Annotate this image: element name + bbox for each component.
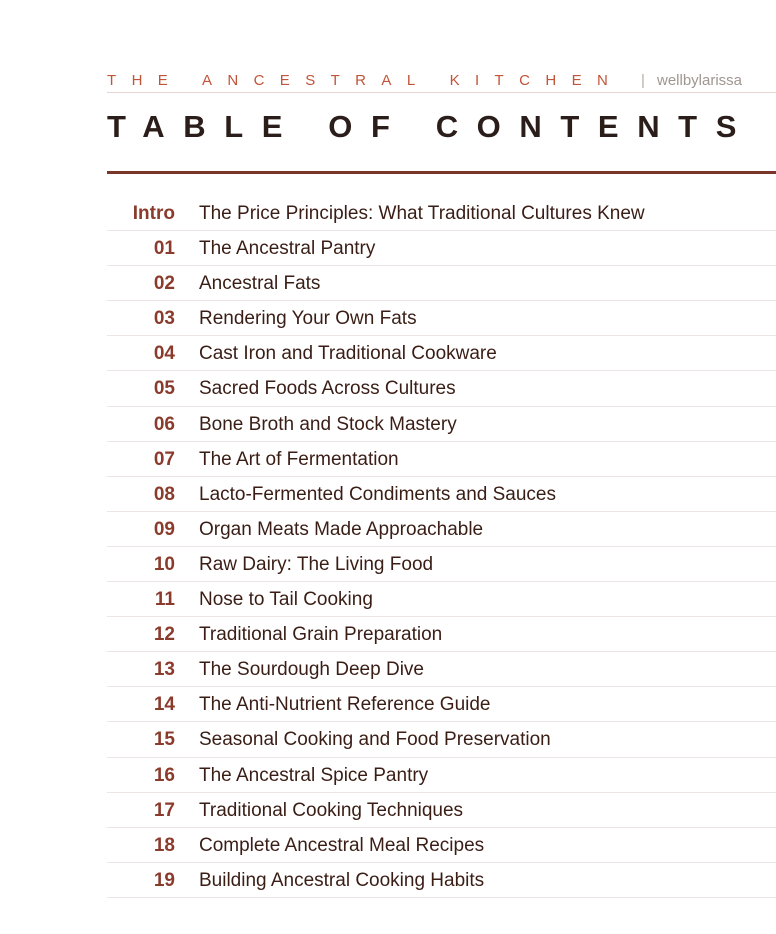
- chapter-number: 05: [153, 378, 175, 400]
- chapter-number: Intro: [132, 203, 175, 224]
- chapter-number: 18: [153, 834, 175, 856]
- chapter-title: The Ancestral Pantry: [199, 238, 376, 260]
- toc-entry[interactable]: [107, 863, 776, 898]
- toc-entry[interactable]: [107, 196, 776, 231]
- chapter-title: The Price Principles: What Traditional Cultures Knew: [199, 203, 645, 224]
- chapter-title: The Ancestral Spice Pantry: [199, 764, 429, 786]
- chapter-number: 11: [154, 589, 175, 611]
- chapter-title: Bone Broth and Stock Mastery: [199, 413, 457, 435]
- chapter-title: Seasonal Cooking and Food Preservation: [199, 729, 551, 751]
- chapter-title: The Anti-Nutrient Reference Guide: [199, 694, 491, 716]
- chapter-title: Raw Dairy: The Living Food: [199, 553, 434, 575]
- chapter-number: 16: [153, 764, 175, 786]
- page-title: TABLE OF CONTENTS: [107, 109, 755, 144]
- toc-entry[interactable]: [107, 477, 776, 512]
- chapter-number: 14: [153, 694, 175, 716]
- toc-entry[interactable]: [107, 547, 776, 582]
- chapter-title: Traditional Grain Preparation: [199, 624, 443, 646]
- toc-entry[interactable]: [107, 336, 776, 371]
- toc-entry[interactable]: [107, 442, 776, 477]
- header: [107, 70, 776, 93]
- author-handle: wellbylarissa: [657, 72, 743, 89]
- chapter-number: 19: [153, 869, 175, 891]
- toc-entry[interactable]: [107, 793, 776, 828]
- toc-entry[interactable]: [107, 371, 776, 406]
- toc-entry[interactable]: [107, 652, 776, 687]
- chapter-title: Rendering Your Own Fats: [199, 308, 417, 330]
- chapter-number: 12: [153, 624, 175, 646]
- chapter-number: 15: [153, 729, 175, 751]
- chapter-title: Ancestral Fats: [199, 273, 321, 295]
- toc-entry[interactable]: [107, 582, 776, 617]
- toc-entry[interactable]: [107, 722, 776, 757]
- toc-entry[interactable]: [107, 687, 776, 722]
- chapter-number: 13: [153, 659, 175, 681]
- toc-entry[interactable]: [107, 301, 776, 336]
- chapter-number: 03: [153, 308, 175, 330]
- table-of-contents: [107, 196, 776, 898]
- chapter-title: The Sourdough Deep Dive: [199, 659, 424, 681]
- chapter-number: 10: [153, 553, 175, 575]
- chapter-number: 06: [153, 413, 175, 435]
- chapter-title: Cast Iron and Traditional Cookware: [199, 343, 497, 365]
- chapter-title: The Art of Fermentation: [199, 448, 399, 470]
- chapter-title: Organ Meats Made Approachable: [199, 518, 484, 540]
- toc-entry[interactable]: [107, 828, 776, 863]
- chapter-title: Nose to Tail Cooking: [199, 589, 373, 611]
- chapter-title: Complete Ancestral Meal Recipes: [199, 834, 485, 856]
- toc-entry[interactable]: [107, 512, 776, 547]
- toc-entry[interactable]: [107, 407, 776, 442]
- brand-name: THE ANCESTRAL KITCHEN: [107, 72, 624, 89]
- chapter-number: 04: [153, 343, 175, 365]
- title-divider: [107, 171, 776, 174]
- toc-entry[interactable]: [107, 231, 776, 266]
- chapter-title: Sacred Foods Across Cultures: [199, 378, 456, 400]
- chapter-number: 09: [153, 518, 175, 540]
- chapter-title: Traditional Cooking Techniques: [199, 799, 464, 821]
- toc-entry[interactable]: [107, 266, 776, 301]
- chapter-number: 08: [153, 483, 175, 505]
- toc-entry[interactable]: [107, 758, 776, 793]
- chapter-number: 17: [153, 799, 175, 821]
- header-separator: |: [641, 72, 645, 89]
- chapter-title: Lacto-Fermented Condiments and Sauces: [199, 483, 556, 505]
- chapter-title: Building Ancestral Cooking Habits: [199, 869, 485, 891]
- chapter-number: 01: [153, 238, 175, 260]
- chapter-number: 02: [153, 273, 175, 295]
- toc-entry[interactable]: [107, 617, 776, 652]
- chapter-number: 07: [153, 448, 175, 470]
